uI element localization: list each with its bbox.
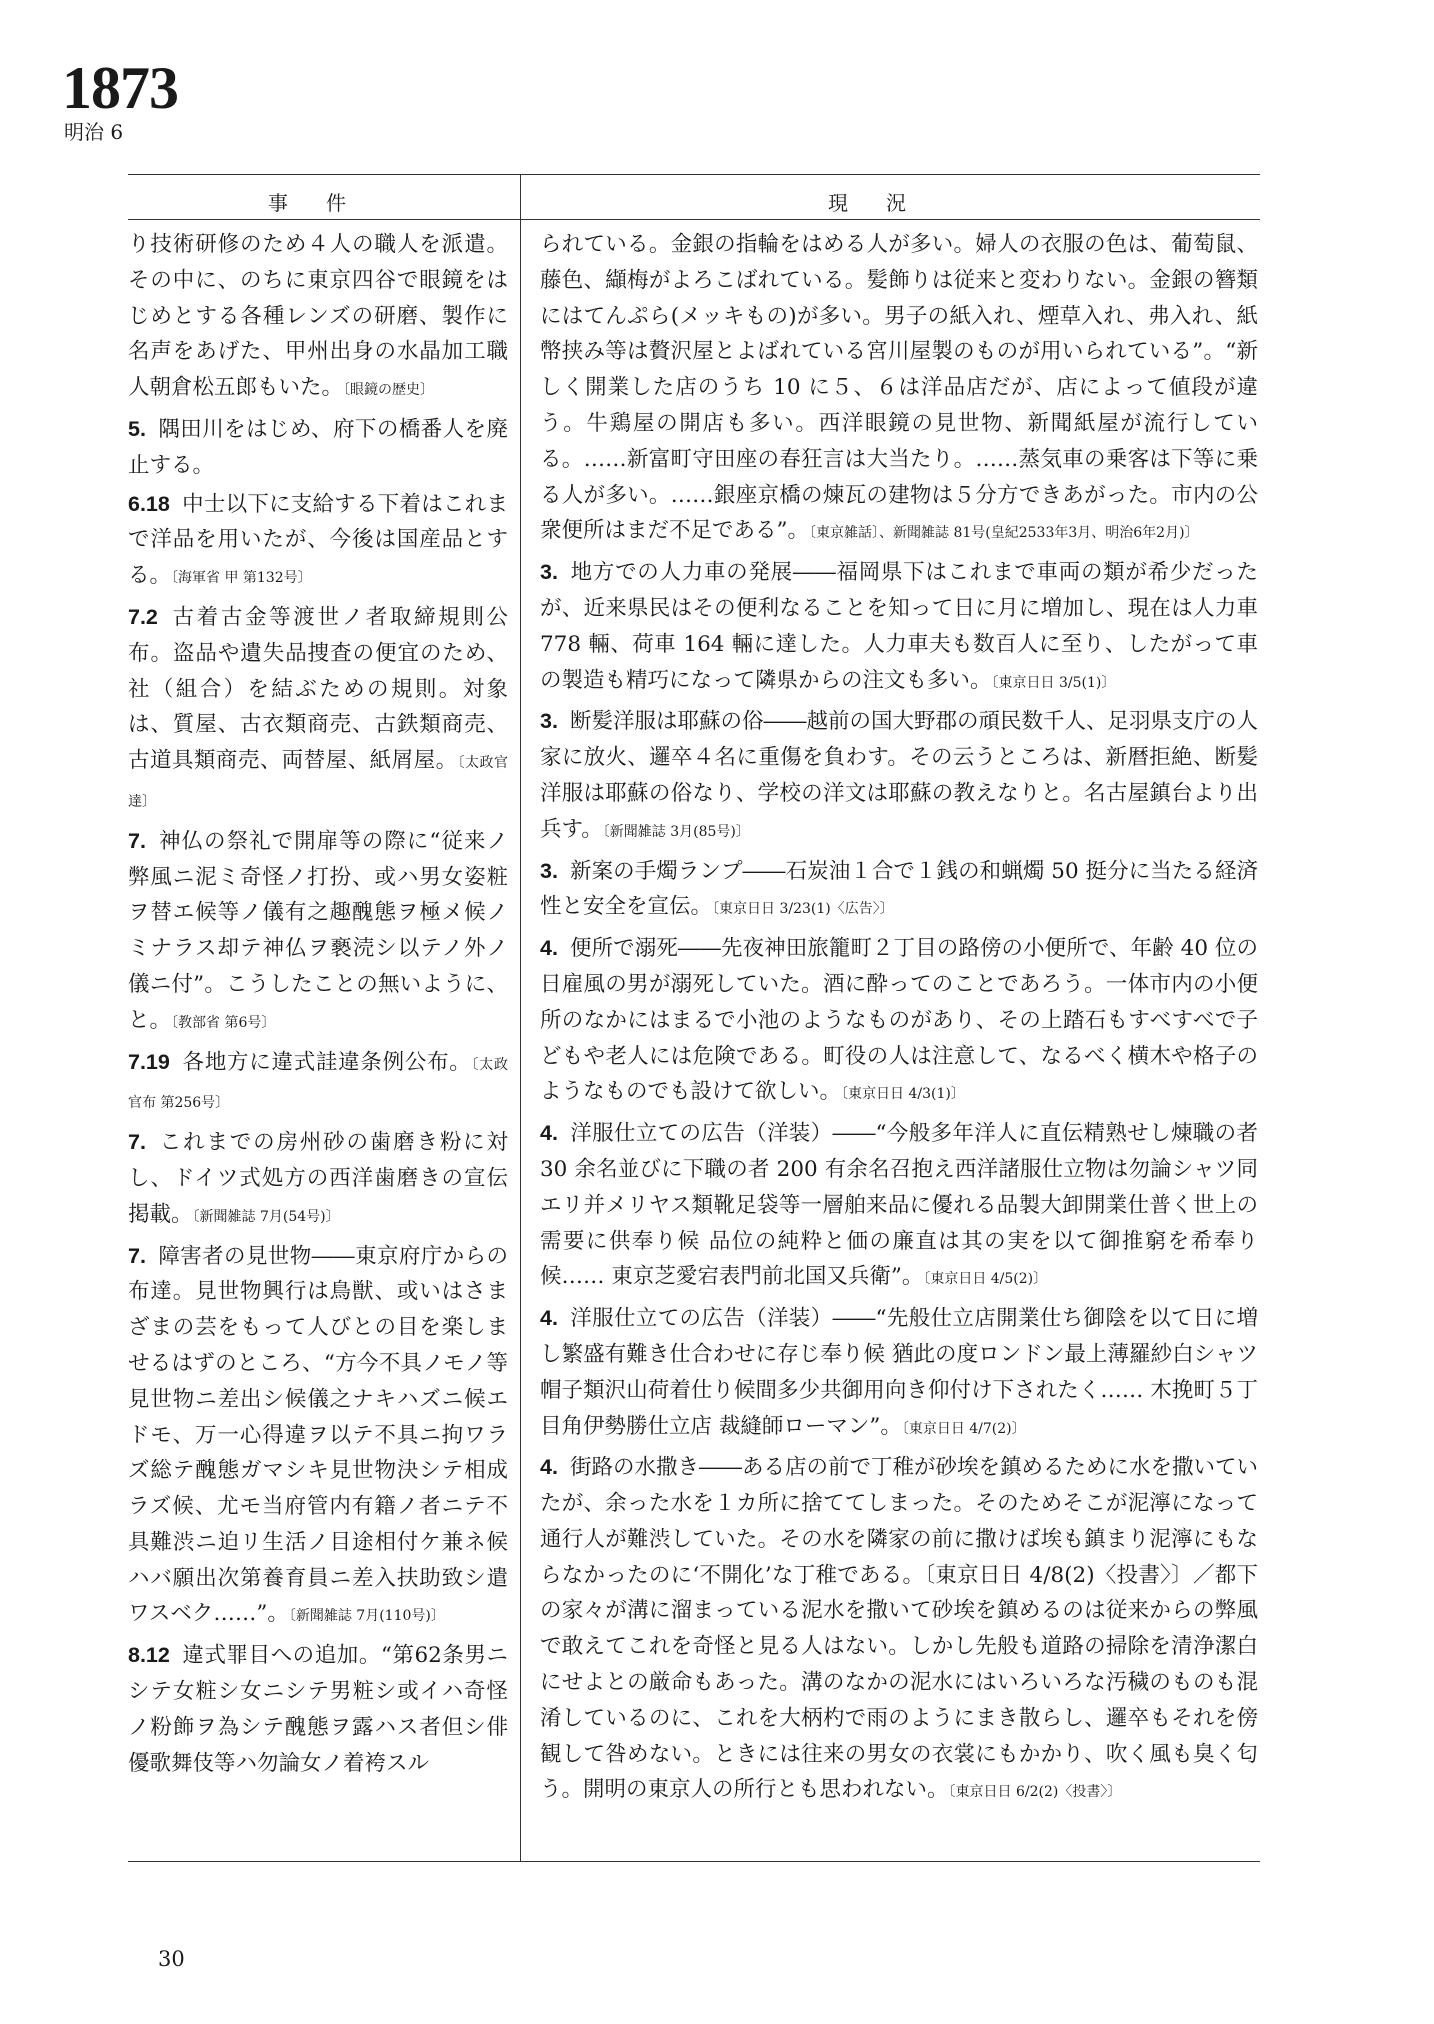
chronology-entry — [128, 1239, 508, 1636]
chronology-entry — [540, 1450, 1258, 1811]
entry-source: 〔太政官布 第256号〕 — [128, 1056, 508, 1112]
chronology-entry — [540, 555, 1258, 701]
entry-date: 6.18 — [128, 491, 170, 516]
entry-date: 4. — [540, 936, 558, 961]
entry-source: 〔東京日日 4/5(2)〕 — [923, 1271, 1048, 1288]
entry-date: 4. — [540, 1455, 558, 1480]
entry-source: 〔東京日日 4/3(1)〕 — [841, 1086, 965, 1103]
chronology-entry — [128, 412, 508, 484]
conditions-column — [540, 227, 1258, 1814]
entry-source: 〔新聞雑誌 3月(85号)〕 — [602, 823, 750, 840]
entry-source: 〔教部省 第6号〕 — [171, 1014, 276, 1031]
chronology-table — [128, 174, 1260, 1862]
entry-source: 〔東京雑話〕、新聞雑誌 81号(皇紀2533年3月、明治6年2月)〕 — [809, 525, 1199, 542]
chronology-entry — [540, 854, 1258, 929]
entry-date: 8.12 — [128, 1643, 170, 1668]
entry-source: 〔東京日日 3/23(1)〈広告〉〕 — [712, 901, 894, 918]
entry-text: 断髪洋服は耶蘇の俗――越前の国大野郡の頑民数千人、足羽県支庁の人家に放火、邏卒４名に重傷を負わす。その云うところは、新暦拒絶、断髪洋服は耶蘇の俗なり、学校の洋文は耶蘇の教えなりと。名古屋鎮台より出兵す。 — [540, 709, 1258, 842]
chronology-entry — [128, 1125, 508, 1235]
entry-text: 洋服仕立ての広告（洋装）――“今般多年洋人に直伝精熟せし煉職の者 30 余名並びに下職の者 200 有余名召抱え西洋諸服仕立物は勿論シャツ同エリ并メリヤス類靴足袋等一層舶来品に優れる品製大卸開業仕普く世上の需要に供奉り候 品位の純粋と価の廉直は其の実を以て御推窮を希奉り候…… 東京芝愛宕表門前北国又兵衛”。 — [540, 1121, 1258, 1290]
entry-text: 洋服仕立ての広告（洋装）――“先般仕立店開業仕ち御陰を以て日に増し繁盛有難き仕合わせに存じ奉り候 猶此の度ロンドン最上薄羅紗白シャツ帽子類沢山荷着仕り候間多少共御用向き仰付け下されたく…… 木挽町５丁目角伊勢勝仕立店 裁縫師ローマン”。 — [540, 1306, 1258, 1439]
chronology-entry — [128, 487, 508, 597]
column-title-conditions: 現況 — [828, 191, 944, 215]
chronology-entry — [540, 704, 1258, 850]
entry-text: り技術研修のため４人の職人を派遣。その中に、のちに東京四谷で眼鏡をはじめとする各種レンズの研磨、製作に名声をあげた、甲州出身の水晶加工職人朝倉松五郎もいた。 — [128, 232, 508, 401]
events-column — [128, 227, 508, 1784]
entry-date: 4. — [540, 1306, 558, 1331]
entry-text: 神仏の祭礼で開扉等の際に“従来ノ弊風ニ泥ミ奇怪ノ打扮、或ハ男女姿粧ヲ替エ候等ノ儀有之趣醜態ヲ極メ候ノミナラス却テ神仏ヲ褻涜シ以テノ外ノ儀ニ付”。こうしたことの無いように、と。 — [128, 828, 508, 1033]
chronology-entry — [128, 1045, 508, 1123]
entry-source: 〔太政官達〕 — [128, 755, 508, 810]
entry-date: 4. — [540, 1121, 558, 1146]
page-era: 明治 6 — [64, 120, 124, 144]
entry-text: られている。金銀の指輪をはめる人が多い。婦人の衣服の色は、葡萄鼠、藤色、纈梅がよろこばれている。髪飾りは従来と変わりない。金銀の簪類にはてんぷら(メッキもの)が多い。男子の紙入れ、煙草入れ、弗入れ、紙幣挟み等は贅沢屋とよばれている宮川屋製のものが用いられている”。“新しく開業した店のうち 10 に５、６は洋品店だが、店によって値段が違う。牛鶏屋の開店も多い。西洋眼鏡の見世物、新聞紙屋が流行している。……新富町守田座の春狂言は大当たり。……蒸気車の乗客は下等に乗る人が多い。……銀座京橋の煉瓦の建物は５分方できあがった。市内の公衆便所はまだ不足である”。 — [540, 232, 1258, 544]
entry-text: 違式罪目への追加。“第62条男ニシテ女粧シ女ニシテ男粧シ或イハ奇怪ノ粉飾ヲ為シテ醜態ヲ露ハス者但シ俳優歌舞伎等ハ勿論女ノ着袴スル — [128, 1643, 508, 1776]
entry-text: 地方での人力車の発展――福岡県下はこれまで車両の類が希少だったが、近来県民はその便利なることを知って日に月に増加し、現在は人力車 778 輛、荷車 164 輛に達した。人力車夫も数百人に至り、したがって車の製造も精巧になって隣県からの注文も多い。 — [540, 560, 1258, 693]
table-header — [128, 175, 1260, 220]
page-number: 30 — [158, 1947, 185, 1971]
entry-source: 〔眼鏡の歴史〕 — [343, 382, 435, 399]
entry-source: 〔東京日日 3/5(1)〕 — [991, 674, 1116, 691]
entry-text: 新案の手燭ランプ――石炭油１合で１銭の和蝋燭 50 挺分に当たる経済性と安全を宣伝。 — [540, 858, 1258, 920]
column-divider — [520, 175, 521, 1861]
entry-date: 3. — [540, 560, 558, 585]
entry-source: 〔新聞雑誌 7月(54号)〕 — [192, 1208, 340, 1225]
chronology-entry — [128, 227, 508, 409]
column-title-events: 事件 — [268, 191, 384, 215]
entry-text: 街路の水撒き――ある店の前で丁稚が砂埃を鎮めるために水を撒いていたが、余った水を１カ所に捨ててしまった。そのためそこが泥濘になって通行人が難渋していた。その水を隣家の前に撒けば埃も鎮まり泥濘にもならなかったのに‘不開化’な丁稚である。〔東京日日 4/8(2)〈投書〉〕／都下の家々が溝に溜まっている泥水を撒いて砂埃を鎮めるのは従来からの弊風で敢えてこれを奇怪と見る人はない。しかし先般も道路の掃除を清浄潔白にせよとの厳命もあった。溝のなかの泥水にはいろいろな汚穢のものも混淆しているのに、これを大柄杓で雨のようにまき散らし、邏卒もそれを傍観して咎めない。ときには往来の男女の衣裳にもかかり、吹く風も臭く匂う。開明の東京人の所行とも思われない。 — [540, 1455, 1258, 1803]
entry-date: 7. — [128, 828, 146, 853]
entry-text: これまでの房州砂の歯磨き粉に対し、ドイツ式処方の西洋歯磨きの宣伝掲載。 — [128, 1130, 508, 1227]
entry-text: 中士以下に支給する下着はこれまで洋品を用いたが、今後は国産品とする。 — [128, 491, 508, 589]
chronology-entry — [128, 600, 508, 821]
chronology-entry — [540, 931, 1258, 1113]
chronology-entry — [128, 1638, 508, 1781]
chronology-entry — [540, 1301, 1258, 1447]
entry-date: 7.19 — [128, 1049, 170, 1074]
entry-date: 5. — [128, 416, 146, 441]
entry-text: 便所で溺死――先夜神田旅籠町２丁目の路傍の小便所で、年齢 40 位の日雇風の男が溺死していた。酒に酔ってのことであろう。一体市内の小便所のなかにはまるで小池のようなものがあり、その上踏石もすべすべで子どもや老人には危険である。町役の人は注意して、なるべく横木や格子のようなものでも設けて欲しい。 — [540, 936, 1258, 1105]
entry-source: 〔東京日日 6/2(2)〈投書〉〕 — [948, 1784, 1122, 1801]
chronology-entry — [540, 1116, 1258, 1298]
entry-source: 〔海軍省 甲 第132号〕 — [171, 570, 312, 587]
chronology-entry — [540, 227, 1258, 552]
entry-text: 各地方に違式詿違条例公布。 — [181, 1049, 472, 1075]
entry-source: 〔東京日日 4/7(2)〕 — [901, 1420, 1026, 1437]
chronology-entry — [128, 824, 508, 1042]
entry-date: 7.2 — [128, 604, 158, 629]
entry-date: 3. — [540, 709, 558, 734]
entry-text: 隅田川をはじめ、府下の橋番人を廃止する。 — [128, 416, 508, 478]
entry-date: 7. — [128, 1243, 146, 1268]
entry-text: 障害者の見世物――東京府庁からの布達。見世物興行は鳥獣、或いはさまざまの芸をもって人びとの目を楽しませるはずのところ、“方今不具ノモノ等見世物ニ差出シ候儀之ナキハズニ候エドモ、万一心得違ヲ以テ不具ニ拘ワラズ総テ醜態ガマシキ見世物決シテ相成ラズ候、尤モ当府管内有籍ノ者ニテ不具難渋ニ迫リ生活ノ目途相付ケ兼ネ候ハバ願出次第養育員ニ差入扶助致シ遣ワスベク……”。 — [128, 1243, 508, 1627]
entry-source: 〔新聞雑誌 7月(110号)〕 — [288, 1608, 445, 1625]
page-year: 1873 — [62, 55, 178, 121]
entry-date: 7. — [128, 1130, 146, 1155]
entry-text: 古着古金等渡世ノ者取締規則公布。盗品や遺失品捜査の便宜のため、社（組合）を結ぶための規則。対象は、質屋、古衣類商売、古鉄類商売、古道具類商売、両替屋、紙屑屋。 — [128, 604, 508, 774]
entry-date: 3. — [540, 858, 558, 883]
